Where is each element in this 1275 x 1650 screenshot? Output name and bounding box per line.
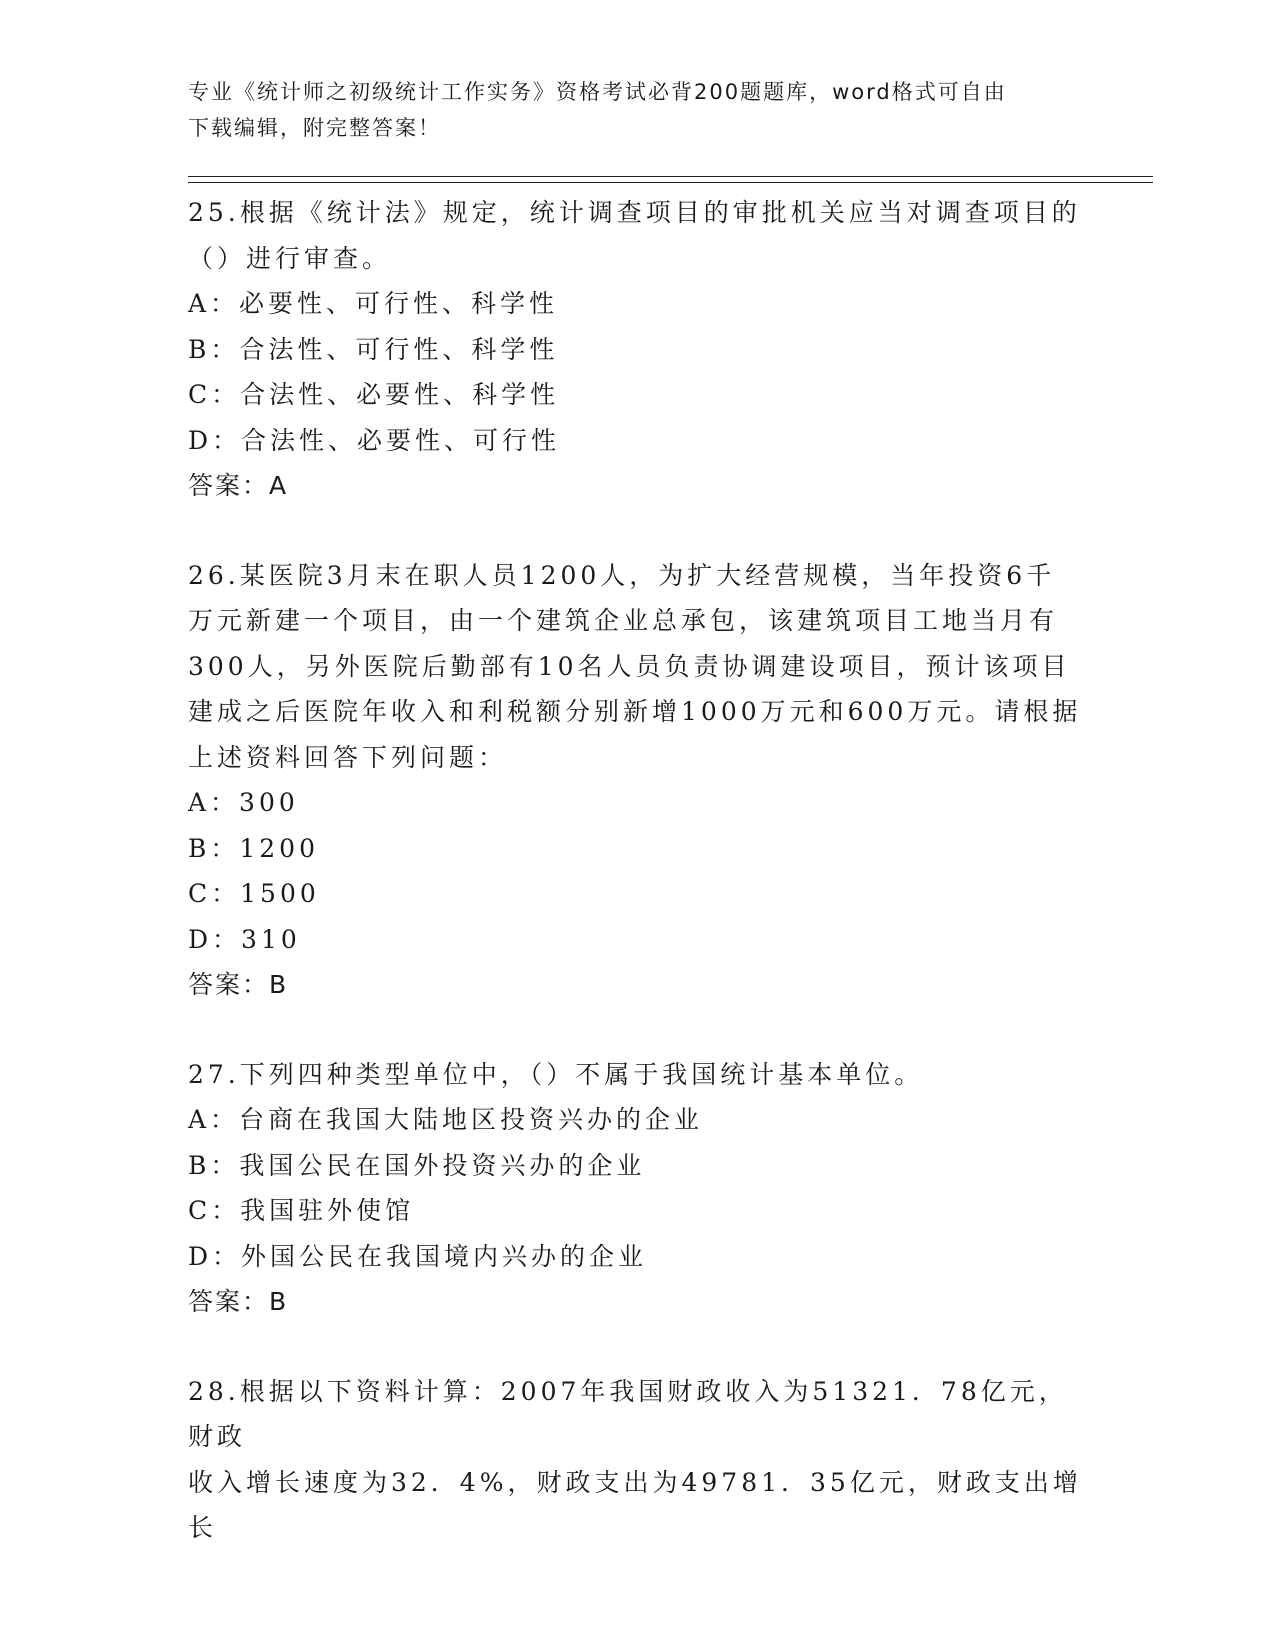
option-d: D：外国公民在我国境内兴办的企业 [188, 1241, 648, 1271]
question-text-line: 300人，另外医院后勤部有10名人员负责协调建设项目，预计该项目 [188, 651, 1071, 681]
option-b: B：合法性、可行性、科学性 [188, 334, 559, 364]
option-a: A：台商在我国大陆地区投资兴办的企业 [188, 1105, 704, 1134]
answer-label: 答案：B [188, 970, 289, 999]
question-28 [188, 1369, 1088, 1551]
header-line-1: 专业《统计师之初级统计工作实务》资格考试必背200题题库，word格式可自由 [188, 80, 1007, 104]
question-text-line: 建成之后医院年收入和利税额分别新增1000万元和600万元。请根据 [188, 697, 1082, 726]
header-rule-top [188, 176, 1153, 177]
question-text-line: （）进行审查。 [188, 243, 392, 273]
header-rule-bottom [188, 182, 1153, 183]
option-c: C：合法性、必要性、科学性 [188, 380, 560, 409]
question-text-line: 25.根据《统计法》规定，统计调查项目的审批机关应当对调查项目的 [188, 198, 1081, 227]
option-a: A：必要性、可行性、科学性 [188, 289, 559, 318]
question-text-line: 26.某医院3月末在职人员1200人，为扩大经营规模，当年投资6千 [188, 560, 1056, 590]
option-b: B：我国公民在国外投资兴办的企业 [188, 1150, 646, 1180]
question-text-line: 上述资料回答下列问题： [188, 742, 508, 772]
question-25 [188, 190, 1088, 509]
question-text-line: 收入增长速度为32．4%，财政支出为49781．35亿元，财政支出增长 [188, 1467, 1082, 1542]
option-c: C：我国驻外使馆 [188, 1196, 415, 1225]
answer-label: 答案：A [188, 471, 289, 500]
question-text-line: 万元新建一个项目，由一个建筑企业总承包，该建筑项目工地当月有 [188, 606, 1059, 635]
question-list [188, 190, 1088, 1595]
question-text-line: 27.下列四种类型单位中，（）不属于我国统计基本单位。 [188, 1059, 924, 1089]
header-line-2: 下载编辑，附完整答案！ [188, 116, 441, 140]
answer-label: 答案：B [188, 1287, 289, 1316]
question-text-line: 28.根据以下资料计算：2007年我国财政收入为51321．78亿元，财政 [188, 1376, 1068, 1451]
option-a: A：300 [188, 788, 299, 817]
option-d: D：合法性、必要性、可行性 [188, 425, 561, 455]
question-26 [188, 553, 1088, 1008]
option-b: B：1200 [188, 833, 319, 863]
option-c: C：1500 [188, 879, 320, 908]
question-27 [188, 1052, 1088, 1325]
option-d: D：310 [188, 924, 301, 954]
document-header [188, 74, 1088, 146]
